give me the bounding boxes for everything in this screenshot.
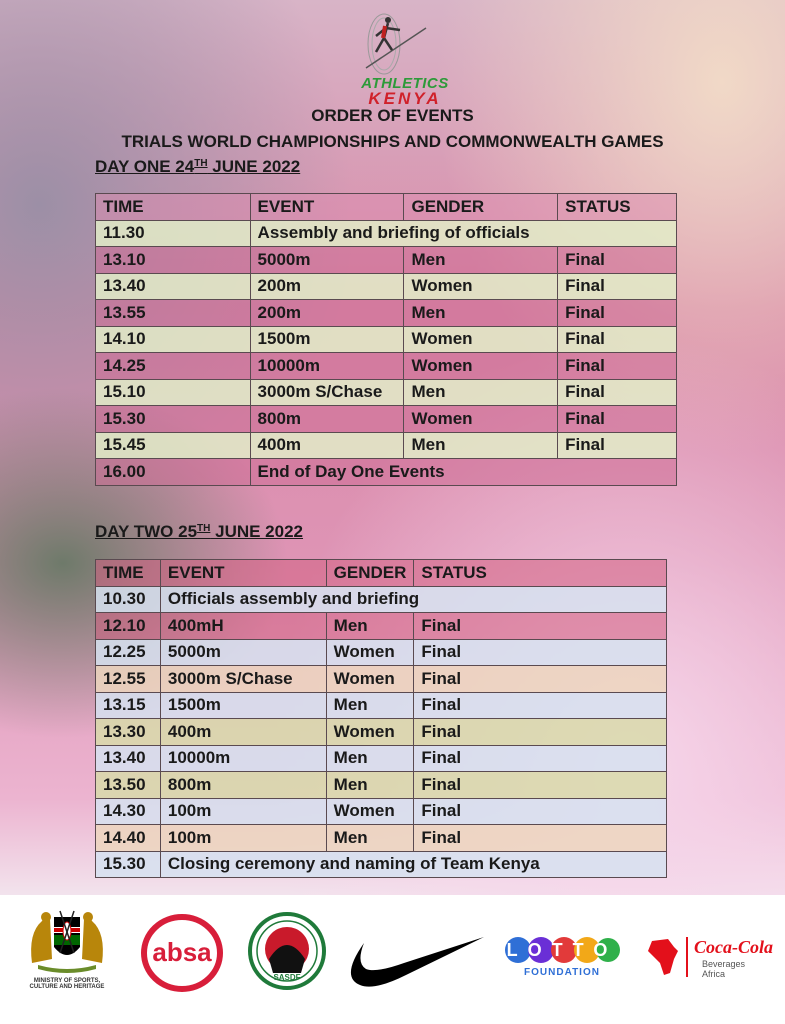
absa-text: absa (152, 937, 212, 967)
absa-logo (140, 913, 224, 993)
time-cell: 13.15 (96, 692, 161, 719)
time-cell: 13.40 (96, 273, 251, 300)
status-cell: Final (414, 613, 667, 640)
table-header-row (96, 560, 667, 587)
event-cell: 800m (250, 406, 404, 433)
lotto-text: LOTTO (506, 940, 618, 960)
span-cell: End of Day One Events (250, 459, 676, 486)
event-cell: 200m (250, 300, 404, 327)
status-cell: Final (414, 798, 667, 825)
athlete-figure-icon (354, 8, 454, 76)
column-header-gender: GENDER (404, 194, 558, 221)
status-cell: Final (558, 353, 677, 380)
ministry-of-sports-logo (24, 903, 114, 999)
logo-text-kenya: KENYA (368, 89, 442, 108)
event-cell: 10000m (250, 353, 404, 380)
time-cell: 13.50 (96, 772, 161, 799)
time-cell: 14.40 (96, 825, 161, 852)
lotto-foundation-text: FOUNDATION (524, 967, 600, 978)
status-cell: Final (558, 247, 677, 274)
status-cell: Final (558, 432, 677, 459)
time-cell: 13.55 (96, 300, 251, 327)
event-cell: 3000m S/Chase (160, 666, 326, 693)
gender-cell: Women (326, 798, 414, 825)
gender-cell: Men (326, 745, 414, 772)
table-row (96, 406, 677, 433)
table-row (96, 798, 667, 825)
coca-cola-beverages-africa-logo (646, 935, 774, 991)
status-cell: Final (414, 639, 667, 666)
time-cell: 13.40 (96, 745, 161, 772)
status-cell: Final (558, 326, 677, 353)
africa-map-icon (646, 937, 680, 977)
column-header-event: EVENT (250, 194, 404, 221)
table-header-row (96, 194, 677, 221)
time-cell: 11.30 (96, 220, 251, 247)
table-row (96, 586, 667, 613)
day-one-heading: DAY ONE 24TH JUNE 2022 (95, 157, 301, 176)
kenya-coat-of-arms-icon (24, 903, 110, 973)
status-cell: Final (558, 273, 677, 300)
event-cell: 10000m (160, 745, 326, 772)
table-row (96, 300, 677, 327)
gender-cell: Men (326, 692, 414, 719)
status-cell: Final (558, 379, 677, 406)
gender-cell: Men (404, 300, 558, 327)
lotto-foundation-logo (504, 935, 620, 981)
day-two-heading: DAY TWO 25TH JUNE 2022 (95, 522, 304, 541)
time-cell: 15.45 (96, 432, 251, 459)
column-header-time: TIME (96, 194, 251, 221)
table-row (96, 459, 677, 486)
status-cell: Final (558, 300, 677, 327)
event-cell: 100m (160, 798, 326, 825)
table-row (96, 247, 677, 274)
table-row (96, 326, 677, 353)
divider (686, 937, 688, 977)
status-cell: Final (558, 406, 677, 433)
event-cell: 400m (160, 719, 326, 746)
day-two-schedule-table (95, 559, 667, 878)
event-cell: 400m (250, 432, 404, 459)
logo-text-athletics: ATHLETICS (361, 75, 449, 92)
gender-cell: Men (404, 247, 558, 274)
sasdf-logo (247, 911, 327, 995)
table-row (96, 273, 677, 300)
event-cell: 1500m (250, 326, 404, 353)
gender-cell: Women (326, 719, 414, 746)
ministry-line-1: MINISTRY OF SPORTS, (33, 978, 101, 984)
time-cell: 13.30 (96, 719, 161, 746)
table-row (96, 825, 667, 852)
table-row (96, 772, 667, 799)
table-row (96, 613, 667, 640)
span-cell: Assembly and briefing of officials (250, 220, 676, 247)
table-row (96, 719, 667, 746)
gender-cell: Men (326, 613, 414, 640)
nike-logo (346, 933, 484, 989)
event-cell: 1500m (160, 692, 326, 719)
event-cell: 200m (250, 273, 404, 300)
gender-cell: Women (404, 353, 558, 380)
time-cell: 12.10 (96, 613, 161, 640)
ministry-line-2: CULTURE AND HERITAGE (29, 984, 105, 990)
coca-cola-text: Coca-Cola (694, 937, 773, 957)
time-cell: 12.25 (96, 639, 161, 666)
event-cell: 800m (160, 772, 326, 799)
time-cell: 10.30 (96, 586, 161, 613)
event-cell: 5000m (250, 247, 404, 274)
page-title: ORDER OF EVENTS (311, 106, 474, 125)
athletics-kenya-logo (340, 8, 470, 106)
span-cell: Closing ceremony and naming of Team Kenya (160, 851, 666, 878)
gender-cell: Women (404, 326, 558, 353)
gender-cell: Women (326, 666, 414, 693)
event-cell: 3000m S/Chase (250, 379, 404, 406)
column-header-time: TIME (96, 560, 161, 587)
page-subtitle: TRIALS WORLD CHAMPIONSHIPS AND COMMONWEALTH GAMES (121, 132, 664, 151)
time-cell: 14.25 (96, 353, 251, 380)
time-cell: 13.10 (96, 247, 251, 274)
gender-cell: Women (326, 639, 414, 666)
event-cell: 400mH (160, 613, 326, 640)
column-header-status: STATUS (414, 560, 667, 587)
table-row (96, 432, 677, 459)
nike-swoosh-icon (346, 933, 484, 989)
day-one-schedule-table (95, 193, 677, 486)
time-cell: 16.00 (96, 459, 251, 486)
column-header-gender: GENDER (326, 560, 414, 587)
table-row (96, 851, 667, 878)
status-cell: Final (414, 772, 667, 799)
gender-cell: Women (404, 406, 558, 433)
gender-cell: Men (326, 825, 414, 852)
table-row (96, 692, 667, 719)
status-cell: Final (414, 745, 667, 772)
span-cell: Officials assembly and briefing (160, 586, 666, 613)
table-row (96, 666, 667, 693)
event-cell: 100m (160, 825, 326, 852)
time-cell: 12.55 (96, 666, 161, 693)
status-cell: Final (414, 692, 667, 719)
table-row (96, 745, 667, 772)
time-cell: 15.30 (96, 851, 161, 878)
gender-cell: Women (404, 273, 558, 300)
gender-cell: Men (404, 432, 558, 459)
africa-text: Africa (702, 969, 726, 979)
column-header-status: STATUS (558, 194, 677, 221)
status-cell: Final (414, 719, 667, 746)
status-cell: Final (414, 666, 667, 693)
time-cell: 15.30 (96, 406, 251, 433)
sasdf-emblem-icon (247, 911, 327, 995)
beverages-text: Beverages (702, 959, 746, 969)
sasdf-text: SASDF (273, 973, 301, 982)
event-cell: 5000m (160, 639, 326, 666)
status-cell: Final (414, 825, 667, 852)
table-row (96, 353, 677, 380)
time-cell: 14.30 (96, 798, 161, 825)
time-cell: 14.10 (96, 326, 251, 353)
table-row (96, 220, 677, 247)
gender-cell: Men (326, 772, 414, 799)
gender-cell: Men (404, 379, 558, 406)
table-row (96, 639, 667, 666)
column-header-event: EVENT (160, 560, 326, 587)
table-row (96, 379, 677, 406)
sponsor-logo-strip (0, 895, 785, 1024)
time-cell: 15.10 (96, 379, 251, 406)
